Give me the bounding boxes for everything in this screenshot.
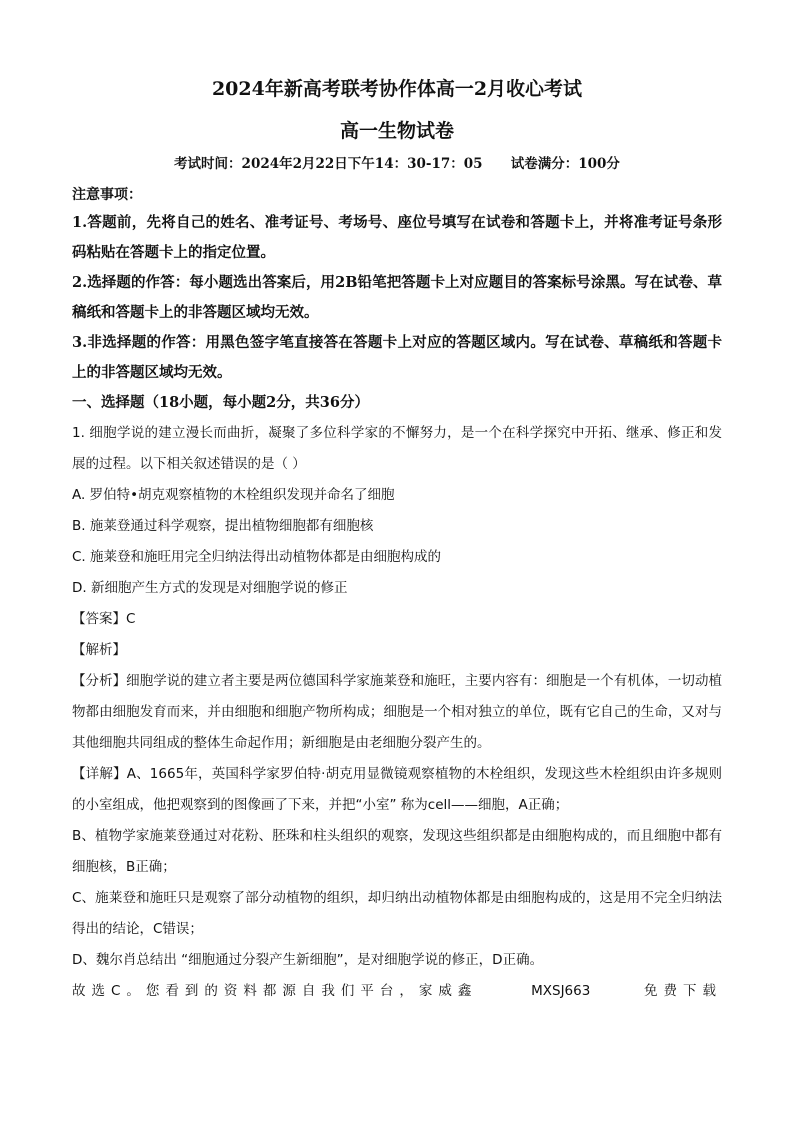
question-stem: 1. 细胞学说的建立漫长而曲折，凝聚了多位科学家的不懈努力，是一个在科学探究中开拓、继承、修正和发展的过程。以下相关叙述错误的是（ ） (72, 425, 722, 472)
option-b: B. 施莱登通过科学观察，提出植物细胞都有细胞核 (72, 518, 374, 534)
detail-b: B、植物学家施莱登通过对花粉、胚珠和柱头组织的观察，发现这些组织都是由细胞构成的，而且细胞中都有细胞核，B正确； (72, 828, 722, 875)
xiangjie-label: 【详解】 (72, 766, 127, 782)
fenxi-paragraph (72, 666, 722, 759)
option-d: D. 新细胞产生方式的发现是对细胞学说的修正 (72, 580, 348, 596)
fenxi-label: 【分析】 (72, 673, 127, 689)
xiangjie-paragraph (72, 759, 722, 821)
exam-subtitle: 高一生物试卷 (339, 120, 454, 142)
section-heading: 一、选择题（18小题，每小题2分，共36分） (72, 394, 369, 411)
xiangjie-text: A、1665年，英国科学家罗伯特·胡克用显微镜观察植物的木栓组织，发现这些木栓组织由许多规则的小室组成，他把观察到的图像画了下来，并把“小室” 称为cell——细胞，A正确； (72, 766, 723, 813)
platform-code: MXSJ663 (531, 983, 591, 999)
exam-title: 2024年新高考联考协作体高一2月收心考试 (211, 78, 583, 100)
final-text: 故选C。您看到的资料都源自我们平台，家威鑫 (72, 983, 478, 999)
option-c: C. 施莱登和施旺用完全归纳法得出动植物体都是由细胞构成的 (72, 549, 442, 565)
notice-item-1: 1.答题前，先将自己的姓名、准考证号、考场号、座位号填写在试卷和答题卡上，并将准考证号条形码粘贴在答题卡上的指定位置。 (72, 214, 722, 261)
answer-label: 【答案】 (72, 611, 126, 627)
notice-item-2: 2.选择题的作答：每小题选出答案后，用2B铅笔把答题卡上对应题目的答案标号涂黑。写在试卷、草稿纸和答题卡上的非答题区域均无效。 (72, 274, 722, 321)
analysis-label: 【解析】 (72, 642, 126, 658)
free-download-text: 免费下载 (644, 983, 722, 999)
notice-item-3: 3.非选择题的作答：用黑色签字笔直接答在答题卡上对应的答题区域内。写在试卷、草稿纸和答题卡上的非答题区域均无效。 (72, 334, 722, 381)
fenxi-text: 细胞学说的建立者主要是两位德国科学家施莱登和施旺，主要内容有：细胞是一个有机体，一切动植物都由细胞发育而来，并由细胞和细胞产物所构成；细胞是一个相对独立的单位，既有它自己的生命，又对与其他细胞共同组成的整体生命起作用；新细胞是由老细胞分裂产生的。 (72, 673, 723, 751)
answer-value: C (126, 611, 136, 627)
notice-heading: 注意事项： (72, 187, 142, 203)
answer-line (72, 604, 722, 635)
final-line (72, 976, 722, 1007)
exam-time-info: 考试时间：2024年2月22日下午14：30-17：05 试卷满分：100分 (174, 156, 620, 172)
detail-c: C、施莱登和施旺只是观察了部分动植物的组织，却归纳出动植物体都是由细胞构成的，这是用不完全归纳法得出的结论，C错误； (72, 890, 722, 937)
option-a: A. 罗伯特•胡克观察植物的木栓组织发现并命名了细胞 (72, 487, 395, 503)
detail-d: D、魏尔肖总结出 “细胞通过分裂产生新细胞”，是对细胞学说的修正，D正确。 (72, 952, 544, 968)
